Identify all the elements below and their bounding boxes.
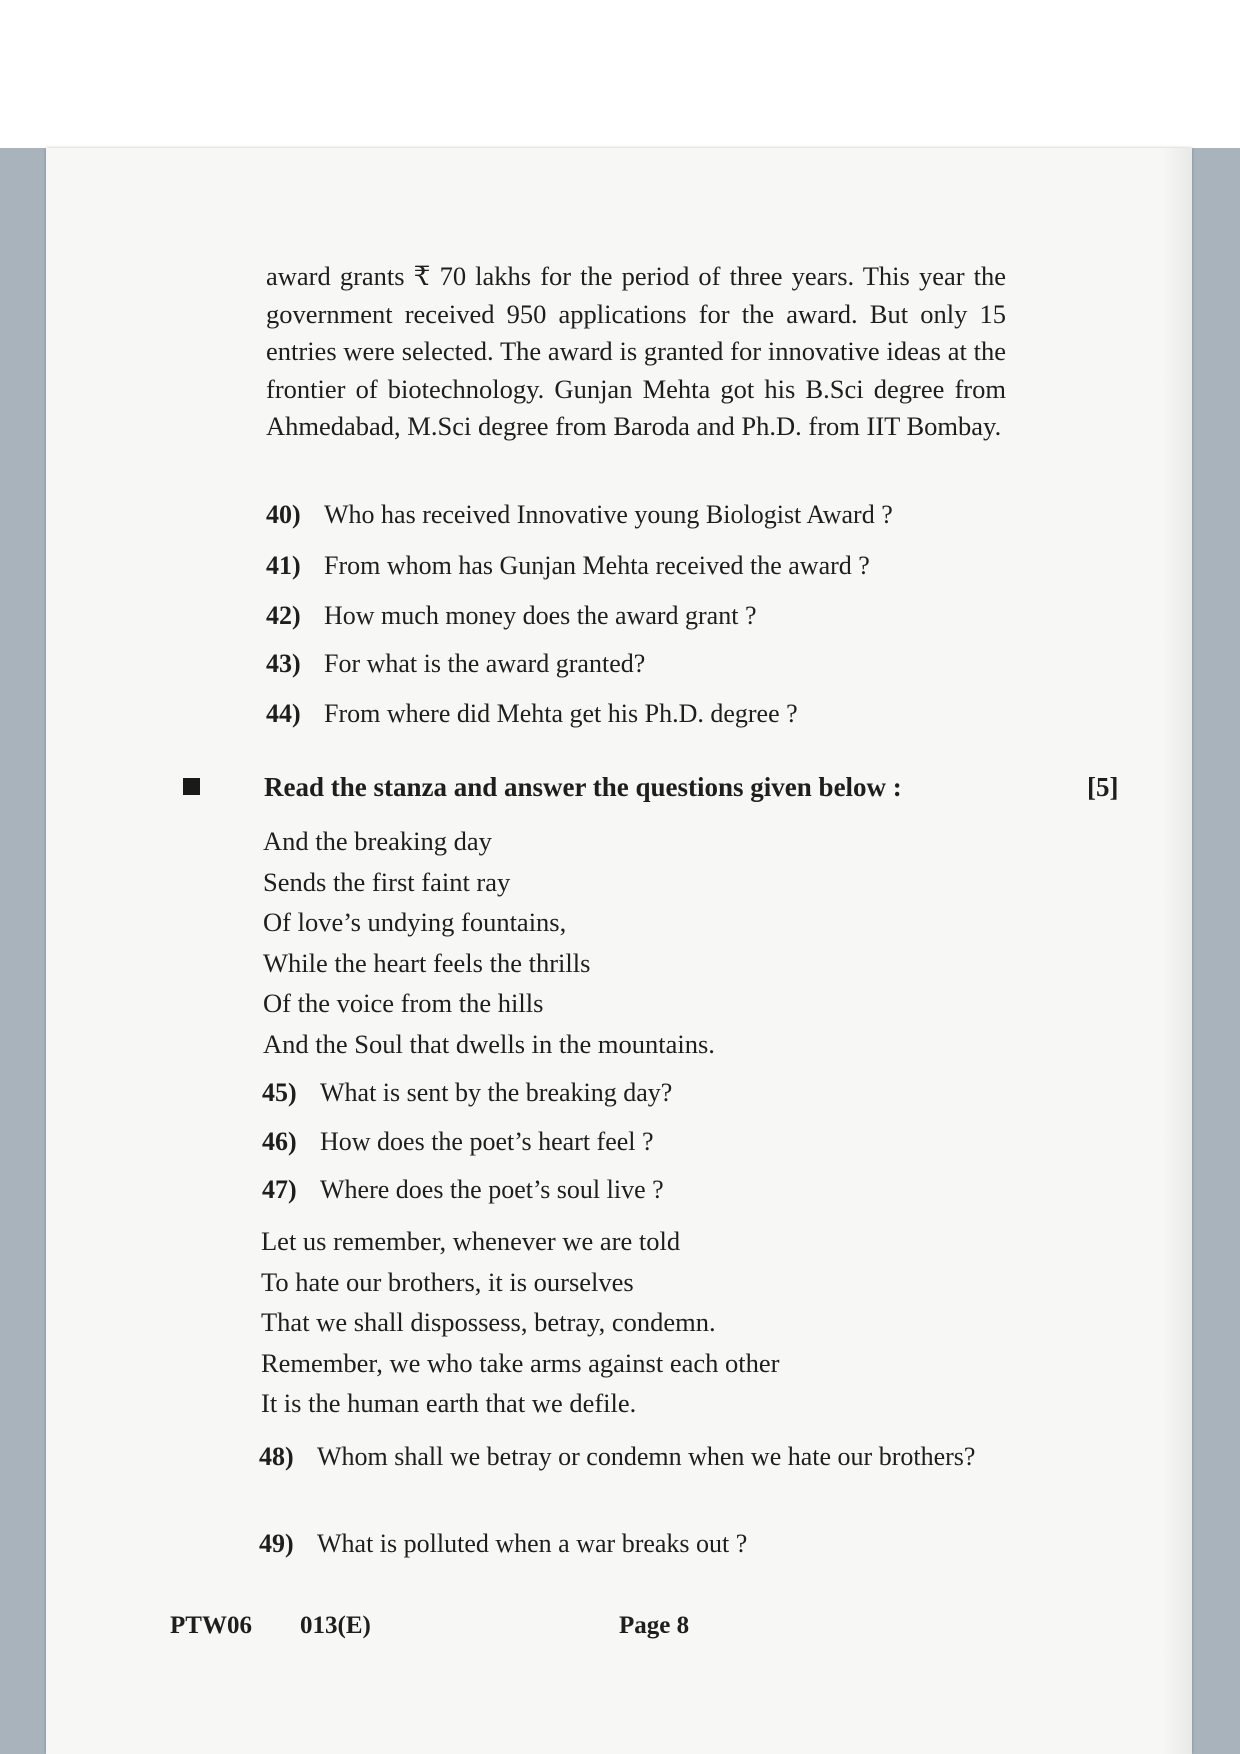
passage-paragraph: award grants ₹ 70 lakhs for the period of three years. This year the government received 950 applications for the award. But only 15 entries were selected. The award is granted for innovative ideas at the frontier of biotechnology. Gunjan Mehta got his B.Sci degree from Ahmedabad, M.Sci degree from Baroda and Ph.D. from IIT Bombay. [266,261,1006,441]
question-46 [262,1125,1000,1159]
question-48 [259,1440,997,1474]
footer-paper: 013(E) [300,1612,371,1639]
question-text: From where did Mehta get his Ph.D. degree ? [324,699,798,728]
question-text: From whom has Gunjan Mehta received the award ? [324,551,870,580]
question-43 [266,647,1004,681]
question-text: How much money does the award grant ? [324,601,757,630]
stanza-line: It is the human earth that we defile. [261,1388,637,1418]
question-number: 43) [266,649,301,678]
question-number: 46) [262,1127,297,1156]
stanza-line: Of the voice from the hills [263,988,544,1018]
question-text: For what is the award granted? [324,649,646,678]
stanza-line: To hate our brothers, it is ourselves [261,1266,634,1297]
question-text: What is polluted when a war breaks out ? [317,1529,748,1558]
stanza-2 [261,1221,779,1424]
question-text: Who has received Innovative young Biologist Award ? [324,500,893,529]
question-number: 40) [266,500,301,529]
question-41 [266,549,1004,583]
question-45 [262,1076,1000,1110]
section-marks: [5] [1087,772,1119,802]
stanza-line: And the breaking day [263,826,492,856]
question-text: Where does the poet’s soul live ? [320,1175,664,1204]
question-number: 47) [262,1175,297,1204]
question-number: 49) [259,1529,294,1558]
section-heading: Read the stanza and answer the questions given below : [264,772,902,802]
question-number: 41) [266,551,301,580]
footer-code: PTW06 [170,1612,252,1639]
question-number: 42) [266,601,301,630]
question-text: What is sent by the breaking day? [320,1078,673,1107]
question-number: 44) [266,699,301,728]
question-text: Whom shall we betray or condemn when we hate our brothers? [317,1442,976,1471]
question-40 [266,498,1004,532]
stanza-line: Let us remember, whenever we are told [261,1226,681,1256]
stanza-line: That we shall dispossess, betray, condemn. [261,1307,716,1337]
stanza-line: While the heart feels the thrills [263,947,591,978]
stanza-1 [263,821,715,1064]
section-bullet-icon [183,778,200,795]
question-number: 45) [262,1078,297,1107]
stanza-line: Remember, we who take arms against each other [261,1347,780,1378]
stanza-line: Of love’s undying fountains, [263,907,567,937]
question-42 [266,599,1004,633]
footer-page-number: Page 8 [619,1612,690,1639]
question-text: How does the poet’s heart feel ? [320,1127,654,1156]
stanza-line: Sends the first faint ray [263,866,511,897]
question-44 [266,697,1004,731]
question-47 [262,1173,1000,1207]
question-number: 48) [259,1442,294,1471]
stanza-line: And the Soul that dwells in the mountains. [263,1028,715,1059]
question-49 [259,1527,997,1561]
